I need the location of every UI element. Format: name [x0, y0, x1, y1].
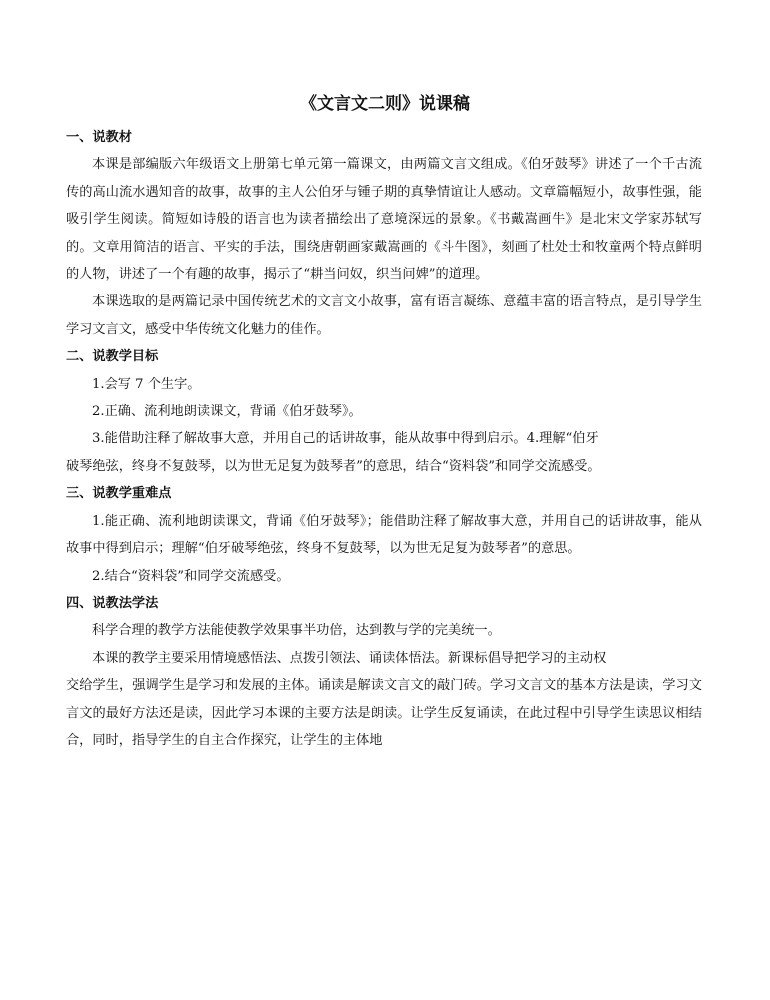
- paragraph-methods-2-continuation: 交给学生，强调学生是学习和发展的主体。诵读是解读文言文的敲门砖。学习文言文的基本方法是读，学习文言文的最好方法还是读，因此学习本课的主要方法是朗读。让学生反复诵读，在此过程中引导学生读思议相结合，同时，指导学生的自主合作探究，让学生的主体地: [66, 678, 702, 748]
- goal-item-3-continuation: 破琴绝弦，终身不复鼓琴，以为世无足复为鼓琴者”的意思，结合“资料袋”和同学交流感受。: [66, 458, 601, 474]
- document-body: [66, 124, 702, 754]
- section-heading-teaching-material: 一、说教材: [66, 130, 132, 145]
- section-heading-methods: 四、说教法学法: [66, 595, 159, 611]
- section-heading-key-difficulties: 三、说教学重难点: [66, 486, 172, 502]
- difficulty-item-1: 1.能正确、流利地朗读课文，背诵《伯牙鼓琴》；能借助注释了解故事大意，并用自己的话讲故事，能从故事中得到启示；理解“伯牙破琴绝弦，终身不复鼓琴，以为世无足复为鼓琴者”的意思。: [66, 513, 702, 557]
- goal-item-1: 1.会写 7 个生字。: [92, 376, 201, 392]
- paragraph-material-2: 本课选取的是两篇记录中国传统艺术的文言文小故事，富有语言凝练、意蕴丰富的语言特点，是引导学生学习文言文，感受中华传统文化魅力的佳作。: [66, 294, 702, 337]
- goal-item-3: 3.能借助注释了解故事大意，并用自己的话讲故事，能从故事中得到启示。4.理解“伯牙: [92, 431, 599, 447]
- paragraph-methods-1: 科学合理的教学方法能使教学效果事半功倍，达到教与学的完美统一。: [92, 623, 501, 639]
- paragraph-material-1: 本课是部编版六年级语文上册第七单元第一篇课文，由两篇文言文组成。《伯牙鼓琴》讲述了一个千古流传的高山流水遇知音的故事，故事的主人公伯牙与锺子期的真挚情谊让人感动。文章篇幅短小，故事性强，能吸引学生阅读。简短如诗般的语言也为读者描绘出了意境深远的景象。《书戴嵩画牛》是北宋文学家苏轼写的。文章用简洁的语言、平实的手法，围绕唐朝画家戴嵩画的《斗牛图》，刻画了杜处士和牧童两个特点鲜明的人物，讲述了一个有趣的故事，揭示了“耕当问奴，织当问婢”的道理。: [66, 157, 702, 283]
- section-heading-teaching-goals: 二、说教学目标: [66, 349, 159, 365]
- paragraph-methods-2: 本课的教学主要采用情境感悟法、点拨引领法、诵读体悟法。新课标倡导把学习的主动权: [92, 650, 607, 666]
- difficulty-item-2: 2.结合“资料袋”和同学交流感受。: [92, 568, 290, 584]
- page-title: 《文言文二则》说课稿: [300, 94, 470, 114]
- goal-item-2: 2.正确、流利地朗读课文，背诵《伯牙鼓琴》。: [92, 404, 362, 420]
